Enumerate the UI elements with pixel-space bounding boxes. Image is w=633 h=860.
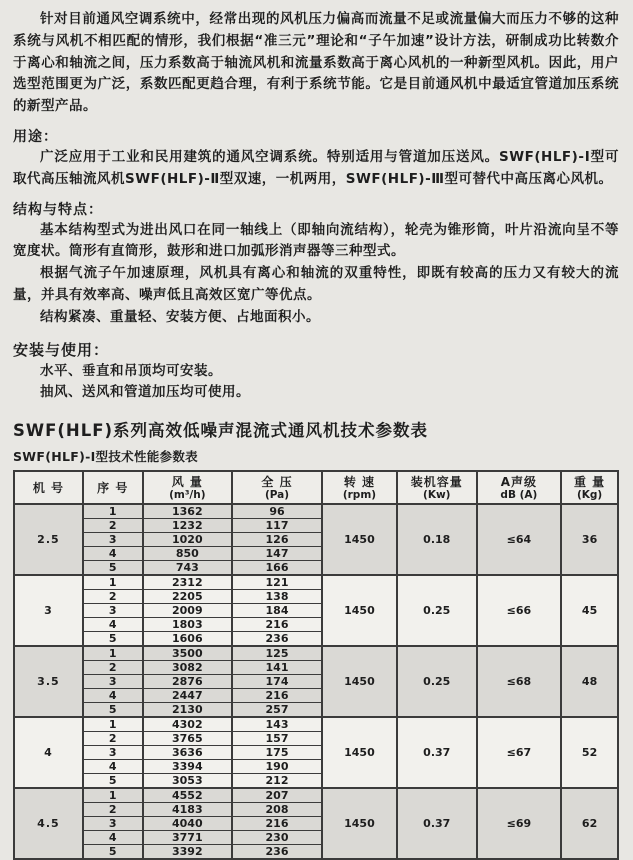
cell-power: 0.18: [397, 504, 477, 575]
cell-seq: 1: [83, 788, 143, 803]
cell-seq: 5: [83, 845, 143, 860]
usage-paragraph: 广泛应用于工业和民用建筑的通风空调系统。特别适用与管道加压送风。SWF(HLF)-Ⅰ型可取代高压轴流风机SWF(HLF)-Ⅱ型双速，一机两用，SWF(HLF)-Ⅲ型可替代中高压离心风机。: [13, 148, 619, 187]
cell-speed: 1450: [322, 504, 397, 575]
cell-pressure: 166: [232, 561, 322, 576]
cell-flow: 3500: [143, 646, 232, 661]
cell-noise: ≤66: [477, 575, 562, 646]
col-header-3: 全 压 (Pa): [232, 471, 322, 504]
table-subtitle: SWF(HLF)-Ⅰ型技术性能参数表: [13, 449, 198, 465]
cell-weight: 36: [561, 504, 618, 575]
cell-speed: 1450: [322, 717, 397, 788]
cell-flow: 1232: [143, 519, 232, 533]
cell-weight: 48: [561, 646, 618, 717]
cell-flow: 4183: [143, 803, 232, 817]
cell-flow: 4302: [143, 717, 232, 732]
cell-seq: 2: [83, 803, 143, 817]
col-header-1: 序 号: [83, 471, 143, 504]
cell-seq: 3: [83, 675, 143, 689]
cell-flow: 4552: [143, 788, 232, 803]
cell-seq: 1: [83, 504, 143, 519]
cell-pressure: 147: [232, 547, 322, 561]
cell-seq: 3: [83, 746, 143, 760]
cell-speed: 1450: [322, 646, 397, 717]
cell-flow: 1020: [143, 533, 232, 547]
table-row: [14, 575, 618, 590]
cell-pressure: 190: [232, 760, 322, 774]
cell-seq: 3: [83, 604, 143, 618]
cell-pressure: 216: [232, 817, 322, 831]
cell-flow: 1362: [143, 504, 232, 519]
cell-seq: 3: [83, 817, 143, 831]
col-header-7: 重 量 (Kg): [561, 471, 618, 504]
cell-flow: 4040: [143, 817, 232, 831]
table-body: [14, 504, 618, 859]
cell-power: 0.37: [397, 788, 477, 859]
col-header-4: 转 速 (rpm): [322, 471, 397, 504]
cell-flow: 3765: [143, 732, 232, 746]
cell-noise: ≤69: [477, 788, 562, 859]
section-heading-install: 安装与使用：: [13, 340, 110, 359]
table-row: [14, 788, 618, 803]
install-paragraph-2: 抽风、送风和管道加压均可使用。: [40, 384, 250, 401]
parameters-table: [13, 470, 619, 860]
cell-seq: 4: [83, 760, 143, 774]
col-header-6: A声级 dB (A): [477, 471, 562, 504]
cell-pressure: 216: [232, 689, 322, 703]
cell-flow: 3636: [143, 746, 232, 760]
section-heading-usage: 用途：: [13, 128, 58, 145]
install-paragraph-1: 水平、垂直和吊顶均可安装。: [40, 362, 222, 379]
cell-power: 0.25: [397, 646, 477, 717]
cell-speed: 1450: [322, 575, 397, 646]
cell-flow: 2312: [143, 575, 232, 590]
cell-model: 2.5: [14, 504, 83, 575]
col-header-2: 风 量 (m³/h): [143, 471, 232, 504]
cell-seq: 1: [83, 717, 143, 732]
cell-pressure: 184: [232, 604, 322, 618]
table-row: [14, 504, 618, 519]
cell-seq: 5: [83, 632, 143, 647]
table-row: [14, 717, 618, 732]
cell-seq: 1: [83, 646, 143, 661]
cell-model: 4.5: [14, 788, 83, 859]
cell-pressure: 121: [232, 575, 322, 590]
cell-pressure: 175: [232, 746, 322, 760]
cell-pressure: 207: [232, 788, 322, 803]
cell-flow: 850: [143, 547, 232, 561]
cell-pressure: 230: [232, 831, 322, 845]
intro-paragraph: 针对目前通风空调系统中，经常出现的风机压力偏高而流量不足或流量偏大而压力不够的这种系统与风机不相匹配的情形，我们根据“准三元”理论和“子午加速”设计方法，研制成功比转数介于离心和轴流之间，压力系数高于轴流风机和流量系数高于离心风机的一种新型风机。因此，用户选型范围更为广泛，系数匹配更趋合理，有利于系统节能。它是目前通风机中最适宜管道加压系统的新型产品。: [13, 11, 619, 115]
cell-pressure: 212: [232, 774, 322, 789]
cell-pressure: 126: [232, 533, 322, 547]
cell-flow: 3082: [143, 661, 232, 675]
cell-pressure: 141: [232, 661, 322, 675]
cell-seq: 4: [83, 689, 143, 703]
cell-flow: 3053: [143, 774, 232, 789]
cell-speed: 1450: [322, 788, 397, 859]
cell-flow: 1606: [143, 632, 232, 647]
cell-weight: 45: [561, 575, 618, 646]
cell-pressure: 236: [232, 845, 322, 860]
cell-pressure: 216: [232, 618, 322, 632]
cell-flow: 1803: [143, 618, 232, 632]
structure-paragraph-1: 基本结构型式为进出风口在同一轴线上（即轴向流结构），轮壳为锥形筒，叶片沿流向呈不等宽度状。筒形有直筒形，鼓形和进口加弧形消声器等三种型式。: [13, 221, 619, 260]
cell-model: 4: [14, 717, 83, 788]
cell-flow: 2447: [143, 689, 232, 703]
cell-model: 3: [14, 575, 83, 646]
section-heading-structure: 结构与特点：: [13, 201, 103, 218]
cell-seq: 4: [83, 618, 143, 632]
cell-flow: 3771: [143, 831, 232, 845]
cell-pressure: 174: [232, 675, 322, 689]
cell-seq: 2: [83, 661, 143, 675]
table-head-row: [14, 471, 618, 504]
table-title: SWF(HLF)系列高效低噪声混流式通风机技术参数表: [13, 421, 429, 441]
cell-pressure: 257: [232, 703, 322, 718]
cell-seq: 4: [83, 547, 143, 561]
cell-seq: 4: [83, 831, 143, 845]
cell-noise: ≤68: [477, 646, 562, 717]
cell-pressure: 236: [232, 632, 322, 647]
cell-weight: 62: [561, 788, 618, 859]
cell-noise: ≤64: [477, 504, 562, 575]
cell-noise: ≤67: [477, 717, 562, 788]
cell-flow: 3394: [143, 760, 232, 774]
structure-paragraph-2: 根据气流子午加速原理，风机具有离心和轴流的双重特性，即既有较高的压力又有较大的流量，并具有效率高、噪声低且高效区宽广等优点。: [13, 265, 619, 303]
cell-seq: 5: [83, 774, 143, 789]
cell-seq: 1: [83, 575, 143, 590]
cell-pressure: 208: [232, 803, 322, 817]
cell-seq: 5: [83, 561, 143, 576]
cell-pressure: 138: [232, 590, 322, 604]
col-header-0: 机 号: [14, 471, 83, 504]
cell-seq: 5: [83, 703, 143, 718]
cell-flow: 2130: [143, 703, 232, 718]
table-row: [14, 646, 618, 661]
cell-pressure: 117: [232, 519, 322, 533]
structure-paragraph-3: 结构紧凑、重量轻、安装方便、占地面积小。: [40, 308, 320, 325]
cell-flow: 743: [143, 561, 232, 576]
cell-model: 3.5: [14, 646, 83, 717]
col-header-5: 装机容量 (Kw): [397, 471, 477, 504]
cell-power: 0.37: [397, 717, 477, 788]
cell-flow: 2205: [143, 590, 232, 604]
cell-flow: 2009: [143, 604, 232, 618]
cell-pressure: 157: [232, 732, 322, 746]
cell-seq: 2: [83, 519, 143, 533]
cell-seq: 3: [83, 533, 143, 547]
cell-seq: 2: [83, 732, 143, 746]
cell-pressure: 125: [232, 646, 322, 661]
cell-pressure: 143: [232, 717, 322, 732]
cell-flow: 3392: [143, 845, 232, 860]
cell-pressure: 96: [232, 504, 322, 519]
cell-flow: 2876: [143, 675, 232, 689]
cell-power: 0.25: [397, 575, 477, 646]
cell-weight: 52: [561, 717, 618, 788]
cell-seq: 2: [83, 590, 143, 604]
